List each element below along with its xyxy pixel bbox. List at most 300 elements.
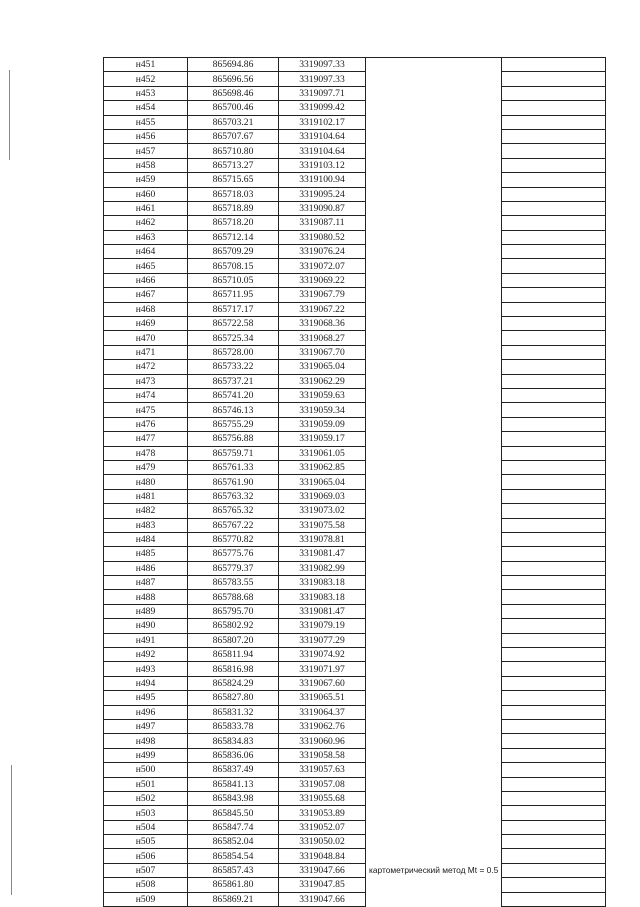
x-coordinate-cell: 865857.43	[188, 863, 279, 877]
x-coordinate-cell: 865725.34	[188, 331, 279, 345]
table-row	[104, 777, 606, 791]
x-coordinate-cell: 865847.74	[188, 820, 279, 834]
table-row	[104, 791, 606, 805]
point-id-cell: н490	[104, 619, 188, 633]
x-coordinate-cell: 865770.82	[188, 532, 279, 546]
y-coordinate-cell: 3319052.07	[279, 820, 366, 834]
table-row	[104, 590, 606, 604]
table-row	[104, 158, 606, 172]
point-id-cell: н470	[104, 331, 188, 345]
point-id-cell: н500	[104, 763, 188, 777]
page-edge-mark	[11, 765, 12, 895]
page-edge-mark	[9, 70, 10, 160]
empty-cell	[502, 446, 606, 460]
x-coordinate-cell: 865713.27	[188, 158, 279, 172]
empty-cell	[502, 518, 606, 532]
point-id-cell: н501	[104, 777, 188, 791]
x-coordinate-cell: 865802.92	[188, 619, 279, 633]
x-coordinate-cell: 865707.67	[188, 129, 279, 143]
x-coordinate-cell: 865841.13	[188, 777, 279, 791]
empty-cell	[502, 360, 606, 374]
point-id-cell: н489	[104, 604, 188, 618]
y-coordinate-cell: 3319059.17	[279, 432, 366, 446]
point-id-cell: н491	[104, 633, 188, 647]
empty-cell	[502, 245, 606, 259]
method-label: картометрический метод Mt = 0.5	[369, 865, 499, 876]
table-row	[104, 58, 606, 72]
y-coordinate-cell: 3319095.24	[279, 187, 366, 201]
point-id-cell: н473	[104, 374, 188, 388]
y-coordinate-cell: 3319067.79	[279, 288, 366, 302]
empty-cell	[502, 849, 606, 863]
point-id-cell: н468	[104, 302, 188, 316]
point-id-cell: н451	[104, 58, 188, 72]
empty-cell	[502, 835, 606, 849]
empty-cell	[502, 86, 606, 100]
empty-cell	[502, 72, 606, 86]
empty-cell	[502, 532, 606, 546]
x-coordinate-cell: 865711.95	[188, 288, 279, 302]
point-id-cell: н474	[104, 388, 188, 402]
table-row	[104, 532, 606, 546]
x-coordinate-cell: 865709.29	[188, 245, 279, 259]
empty-cell	[502, 302, 606, 316]
table-row	[104, 863, 606, 877]
point-id-cell: н458	[104, 158, 188, 172]
x-coordinate-cell: 865696.56	[188, 72, 279, 86]
y-coordinate-cell: 3319104.64	[279, 144, 366, 158]
x-coordinate-cell: 865746.13	[188, 403, 279, 417]
y-coordinate-cell: 3319067.60	[279, 676, 366, 690]
x-coordinate-cell: 865763.32	[188, 489, 279, 503]
x-coordinate-cell: 865852.04	[188, 835, 279, 849]
point-id-cell: н477	[104, 432, 188, 446]
table-row	[104, 734, 606, 748]
x-coordinate-cell: 865779.37	[188, 561, 279, 575]
point-id-cell: н496	[104, 705, 188, 719]
y-coordinate-cell: 3319079.19	[279, 619, 366, 633]
y-coordinate-cell: 3319069.03	[279, 489, 366, 503]
point-id-cell: н492	[104, 648, 188, 662]
table-row	[104, 216, 606, 230]
y-coordinate-cell: 3319087.11	[279, 216, 366, 230]
x-coordinate-cell: 865795.70	[188, 604, 279, 618]
y-coordinate-cell: 3319074.92	[279, 648, 366, 662]
y-coordinate-cell: 3319078.81	[279, 532, 366, 546]
empty-cell	[502, 806, 606, 820]
x-coordinate-cell: 865756.88	[188, 432, 279, 446]
table-row	[104, 101, 606, 115]
table-row	[104, 806, 606, 820]
x-coordinate-cell: 865869.21	[188, 892, 279, 906]
y-coordinate-cell: 3319062.76	[279, 719, 366, 733]
empty-cell	[502, 273, 606, 287]
point-id-cell: н475	[104, 403, 188, 417]
point-id-cell: н452	[104, 72, 188, 86]
x-coordinate-cell: 865833.78	[188, 719, 279, 733]
point-id-cell: н506	[104, 849, 188, 863]
y-coordinate-cell: 3319057.08	[279, 777, 366, 791]
x-coordinate-cell: 865854.54	[188, 849, 279, 863]
y-coordinate-cell: 3319053.89	[279, 806, 366, 820]
table-row	[104, 374, 606, 388]
point-id-cell: н480	[104, 475, 188, 489]
x-coordinate-cell: 865861.80	[188, 878, 279, 892]
x-coordinate-cell: 865807.20	[188, 633, 279, 647]
point-id-cell: н459	[104, 173, 188, 187]
empty-cell	[502, 216, 606, 230]
y-coordinate-cell: 3319073.02	[279, 504, 366, 518]
point-id-cell: н469	[104, 317, 188, 331]
x-coordinate-cell: 865811.94	[188, 648, 279, 662]
empty-cell	[502, 547, 606, 561]
x-coordinate-cell: 865741.20	[188, 388, 279, 402]
y-coordinate-cell: 3319081.47	[279, 547, 366, 561]
y-coordinate-cell: 3319064.37	[279, 705, 366, 719]
point-id-cell: н462	[104, 216, 188, 230]
point-id-cell: н472	[104, 360, 188, 374]
table-row	[104, 561, 606, 575]
y-coordinate-cell: 3319082.99	[279, 561, 366, 575]
y-coordinate-cell: 3319068.27	[279, 331, 366, 345]
x-coordinate-cell: 865834.83	[188, 734, 279, 748]
empty-cell	[502, 619, 606, 633]
point-id-cell: н464	[104, 245, 188, 259]
point-id-cell: н463	[104, 230, 188, 244]
empty-cell	[502, 763, 606, 777]
x-coordinate-cell: 865843.98	[188, 791, 279, 805]
y-coordinate-cell: 3319083.18	[279, 590, 366, 604]
y-coordinate-cell: 3319075.58	[279, 518, 366, 532]
y-coordinate-cell: 3319057.63	[279, 763, 366, 777]
x-coordinate-cell: 865761.90	[188, 475, 279, 489]
empty-cell	[502, 633, 606, 647]
point-id-cell: н497	[104, 719, 188, 733]
empty-cell	[502, 561, 606, 575]
x-coordinate-cell: 865845.50	[188, 806, 279, 820]
empty-cell	[502, 676, 606, 690]
point-id-cell: н495	[104, 691, 188, 705]
table-row	[104, 331, 606, 345]
x-coordinate-cell: 865767.22	[188, 518, 279, 532]
x-coordinate-cell: 865765.32	[188, 504, 279, 518]
x-coordinate-cell: 865783.55	[188, 576, 279, 590]
empty-cell	[502, 878, 606, 892]
y-coordinate-cell: 3319065.04	[279, 475, 366, 489]
point-id-cell: н481	[104, 489, 188, 503]
coordinates-table	[103, 57, 606, 907]
x-coordinate-cell: 865775.76	[188, 547, 279, 561]
point-id-cell: н503	[104, 806, 188, 820]
table-row	[104, 187, 606, 201]
point-id-cell: н507	[104, 863, 188, 877]
point-id-cell: н493	[104, 662, 188, 676]
table-row	[104, 201, 606, 215]
point-id-cell: н457	[104, 144, 188, 158]
y-coordinate-cell: 3319065.04	[279, 360, 366, 374]
empty-cell	[502, 662, 606, 676]
table-row	[104, 432, 606, 446]
table-row	[104, 518, 606, 532]
point-id-cell: н460	[104, 187, 188, 201]
table-row	[104, 763, 606, 777]
x-coordinate-cell: 865718.20	[188, 216, 279, 230]
y-coordinate-cell: 3319069.22	[279, 273, 366, 287]
empty-cell	[502, 791, 606, 805]
point-id-cell: н499	[104, 748, 188, 762]
empty-cell	[502, 187, 606, 201]
empty-cell	[502, 201, 606, 215]
y-coordinate-cell: 3319047.85	[279, 878, 366, 892]
empty-cell	[502, 374, 606, 388]
x-coordinate-cell: 865761.33	[188, 460, 279, 474]
table-row	[104, 691, 606, 705]
y-coordinate-cell: 3319059.09	[279, 417, 366, 431]
y-coordinate-cell: 3319048.84	[279, 849, 366, 863]
x-coordinate-cell: 865698.46	[188, 86, 279, 100]
y-coordinate-cell: 3319065.51	[279, 691, 366, 705]
y-coordinate-cell: 3319076.24	[279, 245, 366, 259]
point-id-cell: н509	[104, 892, 188, 906]
y-coordinate-cell: 3319099.42	[279, 101, 366, 115]
y-coordinate-cell: 3319067.22	[279, 302, 366, 316]
point-id-cell: н467	[104, 288, 188, 302]
x-coordinate-cell: 865712.14	[188, 230, 279, 244]
table-row	[104, 273, 606, 287]
table-row	[104, 878, 606, 892]
x-coordinate-cell: 865722.58	[188, 317, 279, 331]
point-id-cell: н478	[104, 446, 188, 460]
y-coordinate-cell: 3319047.66	[279, 863, 366, 877]
y-coordinate-cell: 3319100.94	[279, 173, 366, 187]
point-id-cell: н505	[104, 835, 188, 849]
table-row	[104, 388, 606, 402]
table-row	[104, 835, 606, 849]
table-row	[104, 619, 606, 633]
y-coordinate-cell: 3319083.18	[279, 576, 366, 590]
empty-cell	[502, 489, 606, 503]
empty-cell	[502, 777, 606, 791]
x-coordinate-cell: 865824.29	[188, 676, 279, 690]
empty-cell	[502, 230, 606, 244]
y-coordinate-cell: 3319047.66	[279, 892, 366, 906]
table-row	[104, 288, 606, 302]
table-row	[104, 317, 606, 331]
empty-cell	[502, 504, 606, 518]
point-id-cell: н485	[104, 547, 188, 561]
x-coordinate-cell: 865737.21	[188, 374, 279, 388]
empty-cell	[502, 576, 606, 590]
point-id-cell: н504	[104, 820, 188, 834]
point-id-cell: н471	[104, 345, 188, 359]
empty-cell	[502, 115, 606, 129]
y-coordinate-cell: 3319067.70	[279, 345, 366, 359]
point-id-cell: н494	[104, 676, 188, 690]
table-row	[104, 475, 606, 489]
empty-cell	[502, 129, 606, 143]
empty-cell	[502, 417, 606, 431]
x-coordinate-cell: 865827.80	[188, 691, 279, 705]
table-row	[104, 230, 606, 244]
y-coordinate-cell: 3319060.96	[279, 734, 366, 748]
point-id-cell: н488	[104, 590, 188, 604]
x-coordinate-cell: 865717.17	[188, 302, 279, 316]
y-coordinate-cell: 3319062.29	[279, 374, 366, 388]
table-row	[104, 460, 606, 474]
y-coordinate-cell: 3319071.97	[279, 662, 366, 676]
y-coordinate-cell: 3319097.33	[279, 58, 366, 72]
x-coordinate-cell: 865759.71	[188, 446, 279, 460]
point-id-cell: н453	[104, 86, 188, 100]
empty-cell	[502, 403, 606, 417]
table-row	[104, 705, 606, 719]
table-row	[104, 547, 606, 561]
table-row	[104, 820, 606, 834]
y-coordinate-cell: 3319068.36	[279, 317, 366, 331]
table-row	[104, 144, 606, 158]
point-id-cell: н502	[104, 791, 188, 805]
table-row	[104, 576, 606, 590]
x-coordinate-cell: 865703.21	[188, 115, 279, 129]
empty-cell	[502, 648, 606, 662]
table-row	[104, 259, 606, 273]
table-row	[104, 504, 606, 518]
y-coordinate-cell: 3319080.52	[279, 230, 366, 244]
x-coordinate-cell: 865788.68	[188, 590, 279, 604]
x-coordinate-cell: 865816.98	[188, 662, 279, 676]
y-coordinate-cell: 3319059.34	[279, 403, 366, 417]
x-coordinate-cell: 865728.00	[188, 345, 279, 359]
point-id-cell: н483	[104, 518, 188, 532]
empty-cell	[502, 58, 606, 72]
empty-cell	[502, 863, 606, 877]
x-coordinate-cell: 865708.15	[188, 259, 279, 273]
method-cell-empty	[366, 58, 502, 835]
empty-cell	[502, 288, 606, 302]
table-row	[104, 302, 606, 316]
y-coordinate-cell: 3319058.58	[279, 748, 366, 762]
y-coordinate-cell: 3319061.05	[279, 446, 366, 460]
point-id-cell: н508	[104, 878, 188, 892]
empty-cell	[502, 144, 606, 158]
y-coordinate-cell: 3319104.64	[279, 129, 366, 143]
table-row	[104, 245, 606, 259]
x-coordinate-cell: 865710.80	[188, 144, 279, 158]
table-row	[104, 604, 606, 618]
coordinates-table-body	[104, 58, 606, 907]
y-coordinate-cell: 3319103.12	[279, 158, 366, 172]
empty-cell	[502, 259, 606, 273]
empty-cell	[502, 173, 606, 187]
y-coordinate-cell: 3319050.02	[279, 835, 366, 849]
table-row	[104, 892, 606, 906]
y-coordinate-cell: 3319090.87	[279, 201, 366, 215]
x-coordinate-cell: 865694.86	[188, 58, 279, 72]
table-row	[104, 86, 606, 100]
table-row	[104, 719, 606, 733]
point-id-cell: н455	[104, 115, 188, 129]
empty-cell	[502, 748, 606, 762]
table-row	[104, 345, 606, 359]
empty-cell	[502, 719, 606, 733]
table-row	[104, 173, 606, 187]
table-row	[104, 676, 606, 690]
empty-cell	[502, 892, 606, 906]
table-row	[104, 633, 606, 647]
y-coordinate-cell: 3319072.07	[279, 259, 366, 273]
y-coordinate-cell: 3319081.47	[279, 604, 366, 618]
empty-cell	[502, 734, 606, 748]
empty-cell	[502, 604, 606, 618]
x-coordinate-cell: 865718.03	[188, 187, 279, 201]
x-coordinate-cell: 865755.29	[188, 417, 279, 431]
point-id-cell: н486	[104, 561, 188, 575]
point-id-cell: н456	[104, 129, 188, 143]
point-id-cell: н484	[104, 532, 188, 546]
x-coordinate-cell: 865718.89	[188, 201, 279, 215]
empty-cell	[502, 475, 606, 489]
point-id-cell: н466	[104, 273, 188, 287]
y-coordinate-cell: 3319062.85	[279, 460, 366, 474]
table-row	[104, 662, 606, 676]
table-row	[104, 446, 606, 460]
x-coordinate-cell: 865700.46	[188, 101, 279, 115]
x-coordinate-cell: 865733.22	[188, 360, 279, 374]
y-coordinate-cell: 3319097.71	[279, 86, 366, 100]
x-coordinate-cell: 865710.05	[188, 273, 279, 287]
point-id-cell: н476	[104, 417, 188, 431]
point-id-cell: н461	[104, 201, 188, 215]
empty-cell	[502, 388, 606, 402]
table-row	[104, 489, 606, 503]
empty-cell	[502, 691, 606, 705]
table-row	[104, 648, 606, 662]
table-row	[104, 403, 606, 417]
empty-cell	[502, 345, 606, 359]
x-coordinate-cell: 865831.32	[188, 705, 279, 719]
point-id-cell: н487	[104, 576, 188, 590]
empty-cell	[502, 101, 606, 115]
y-coordinate-cell: 3319059.63	[279, 388, 366, 402]
x-coordinate-cell: 865715.65	[188, 173, 279, 187]
y-coordinate-cell: 3319097.33	[279, 72, 366, 86]
point-id-cell: н479	[104, 460, 188, 474]
x-coordinate-cell: 865837.49	[188, 763, 279, 777]
x-coordinate-cell: 865836.06	[188, 748, 279, 762]
point-id-cell: н465	[104, 259, 188, 273]
y-coordinate-cell: 3319077.29	[279, 633, 366, 647]
table-row	[104, 72, 606, 86]
empty-cell	[502, 317, 606, 331]
table-row	[104, 360, 606, 374]
empty-cell	[502, 590, 606, 604]
empty-cell	[502, 460, 606, 474]
empty-cell	[502, 820, 606, 834]
empty-cell	[502, 432, 606, 446]
table-row	[104, 115, 606, 129]
table-row	[104, 748, 606, 762]
table-row	[104, 129, 606, 143]
empty-cell	[502, 158, 606, 172]
y-coordinate-cell: 3319055.68	[279, 791, 366, 805]
empty-cell	[502, 705, 606, 719]
point-id-cell: н498	[104, 734, 188, 748]
empty-cell	[502, 331, 606, 345]
point-id-cell: н454	[104, 101, 188, 115]
table-row	[104, 849, 606, 863]
table-row	[104, 417, 606, 431]
point-id-cell: н482	[104, 504, 188, 518]
